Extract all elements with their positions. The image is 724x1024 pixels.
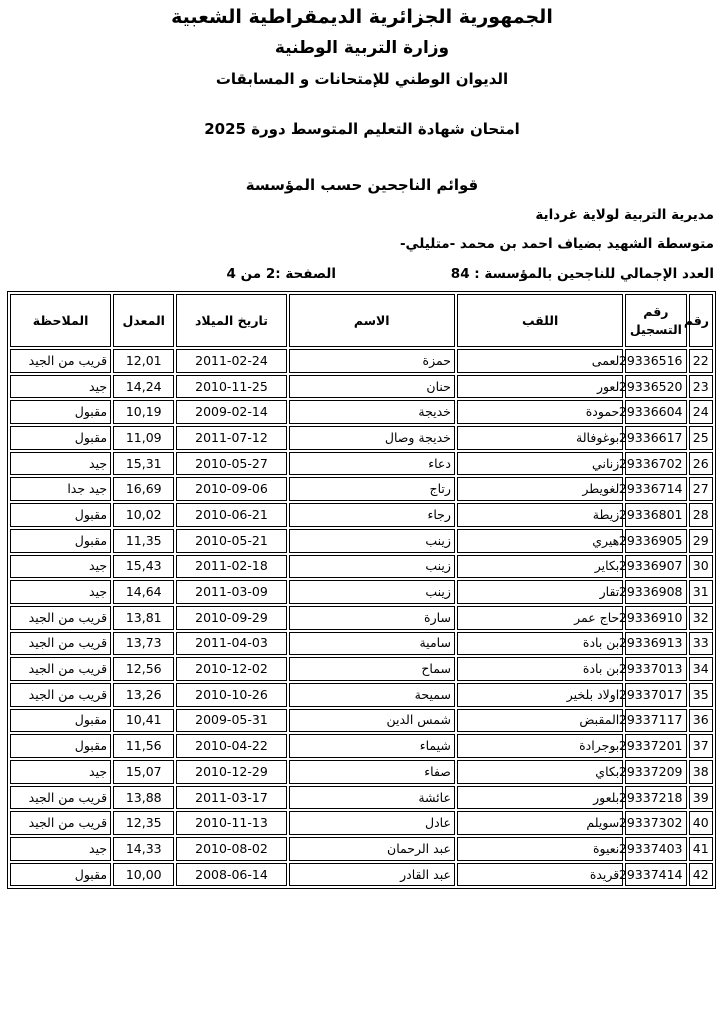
cell-note: قريب من الجيد [10,349,111,373]
cell-dob: 2010-09-06 [176,477,286,501]
cell-surname: هيري [457,529,623,553]
cell-average: 16,69 [113,477,174,501]
cell-dob: 2010-11-13 [176,811,286,835]
cell-note: جيد جدا [10,477,111,501]
cell-note: مقبول [10,426,111,450]
cell-surname: بكاي [457,760,623,784]
cell-registration: 29337201 [625,734,686,758]
cell-note: جيد [10,375,111,399]
cell-name: رجاء [289,503,455,527]
table-row [10,606,713,630]
cell-num: 35 [689,683,713,707]
cell-name: سماح [289,657,455,681]
results-table [7,291,716,889]
cell-name: شمس الدين [289,709,455,733]
col-header-registration-line2: التسجيل [629,321,682,337]
table-row [10,555,713,579]
cell-note: مقبول [10,400,111,424]
cell-note: قريب من الجيد [10,683,111,707]
cell-surname: لعور [457,375,623,399]
cell-name: سامية [289,632,455,656]
col-header-surname: اللقب [457,294,623,347]
cell-name: خديجة وصال [289,426,455,450]
cell-average: 13,81 [113,606,174,630]
cell-average: 14,33 [113,837,174,861]
col-header-dob: تاريخ الميلاد [176,294,286,347]
cell-note: قريب من الجيد [10,632,111,656]
ministry-title: وزارة التربية الوطنية [274,38,450,58]
cell-name: دعاء [289,452,455,476]
cell-average: 11,35 [113,529,174,553]
cell-name: حمزة [289,349,455,373]
cell-note: قريب من الجيد [10,657,111,681]
cell-num: 29 [689,529,713,553]
cell-note: مقبول [10,863,111,887]
cell-num: 24 [689,400,713,424]
cell-registration: 29336617 [625,426,686,450]
cell-num: 36 [689,709,713,733]
cell-dob: 2011-03-09 [176,580,286,604]
cell-average: 11,56 [113,734,174,758]
cell-name: سميحة [289,683,455,707]
lists-title: قوائم الناجحين حسب المؤسسة [245,176,479,194]
table-row [10,426,713,450]
table-row [10,760,713,784]
cell-surname: سويلم [457,811,623,835]
cell-registration: 29336905 [625,529,686,553]
table-row [10,734,713,758]
cell-registration: 29336714 [625,477,686,501]
table-row [10,683,713,707]
cell-registration: 29336801 [625,503,686,527]
cell-average: 12,56 [113,657,174,681]
cell-registration: 29336910 [625,606,686,630]
cell-num: 40 [689,811,713,835]
cell-note: قريب من الجيد [10,811,111,835]
cell-note: مقبول [10,734,111,758]
cell-dob: 2010-12-29 [176,760,286,784]
cell-note: جيد [10,580,111,604]
cell-registration: 29336520 [625,375,686,399]
cell-num: 26 [689,452,713,476]
col-header-name: الاسم [289,294,455,347]
cell-surname: لغويطر [457,477,623,501]
cell-num: 30 [689,555,713,579]
cell-note: مقبول [10,709,111,733]
cell-average: 10,02 [113,503,174,527]
cell-note: جيد [10,452,111,476]
cell-registration: 29337013 [625,657,686,681]
cell-dob: 2011-04-03 [176,632,286,656]
cell-num: 28 [689,503,713,527]
cell-name: عبد الرحمان [289,837,455,861]
cell-note: قريب من الجيد [10,786,111,810]
cell-dob: 2009-02-14 [176,400,286,424]
cell-registration: 29337209 [625,760,686,784]
cell-num: 42 [689,863,713,887]
cell-surname: قريدة [457,863,623,887]
cell-surname: اولاد بلخير [457,683,623,707]
table-header-row [10,294,713,347]
cell-name: زينب [289,580,455,604]
cell-dob: 2010-06-21 [176,503,286,527]
cell-note: قريب من الجيد [10,606,111,630]
cell-surname: بلعور [457,786,623,810]
cell-registration: 29336908 [625,580,686,604]
table-row [10,811,713,835]
cell-registration: 29336604 [625,400,686,424]
table-row [10,452,713,476]
cell-note: جيد [10,555,111,579]
cell-dob: 2009-05-31 [176,709,286,733]
cell-surname: بن بادة [457,657,623,681]
cell-name: رتاج [289,477,455,501]
cell-name: عائشة [289,786,455,810]
table-row [10,349,713,373]
school-label: متوسطة الشهيد بضياف احمد بن محمد -متليلي- [399,236,714,252]
cell-name: شيماء [289,734,455,758]
cell-num: 23 [689,375,713,399]
cell-surname: نعيوة [457,837,623,861]
cell-surname: بن بادة [457,632,623,656]
cell-surname: لعمى [457,349,623,373]
cell-num: 31 [689,580,713,604]
cell-average: 11,09 [113,426,174,450]
cell-dob: 2008-06-14 [176,863,286,887]
cell-average: 12,01 [113,349,174,373]
cell-dob: 2010-05-27 [176,452,286,476]
directorate-label: مديرية التربية لولاية غرداية [535,207,714,223]
cell-surname: تقار [457,580,623,604]
cell-dob: 2011-02-24 [176,349,286,373]
table-row [10,657,713,681]
table-row [10,786,713,810]
cell-surname: بوغوفالة [457,426,623,450]
page-indicator: الصفحة :2 من 4 [226,266,336,282]
cell-average: 13,26 [113,683,174,707]
cell-surname: حمودة [457,400,623,424]
cell-name: خديجة [289,400,455,424]
cell-average: 12,35 [113,811,174,835]
cell-dob: 2011-07-12 [176,426,286,450]
table-row [10,503,713,527]
cell-average: 13,73 [113,632,174,656]
cell-surname: المقبض [457,709,623,733]
cell-dob: 2010-04-22 [176,734,286,758]
cell-name: زينب [289,529,455,553]
cell-average: 14,64 [113,580,174,604]
cell-registration: 29337218 [625,786,686,810]
cell-name: عبد القادر [289,863,455,887]
col-header-num: رقم [689,294,713,347]
cell-registration: 29336516 [625,349,686,373]
republic-title: الجمهورية الجزائرية الديمقراطية الشعبية [171,6,553,28]
table-row [10,837,713,861]
col-header-average: المعدل [113,294,174,347]
table-row [10,477,713,501]
office-title: الديوان الوطني للإمتحانات و المسابقات [215,70,509,88]
cell-average: 10,19 [113,400,174,424]
cell-surname: زناني [457,452,623,476]
cell-dob: 2010-10-26 [176,683,286,707]
cell-average: 14,24 [113,375,174,399]
table-row [10,580,713,604]
cell-dob: 2010-08-02 [176,837,286,861]
cell-surname: زيطة [457,503,623,527]
cell-registration: 29336913 [625,632,686,656]
cell-num: 22 [689,349,713,373]
cell-average: 15,43 [113,555,174,579]
cell-note: مقبول [10,529,111,553]
cell-note: مقبول [10,503,111,527]
cell-num: 38 [689,760,713,784]
cell-name: زينب [289,555,455,579]
cell-num: 25 [689,426,713,450]
cell-num: 33 [689,632,713,656]
cell-num: 34 [689,657,713,681]
col-header-registration [625,294,686,347]
cell-num: 27 [689,477,713,501]
cell-average: 10,00 [113,863,174,887]
cell-note: جيد [10,760,111,784]
cell-dob: 2011-03-17 [176,786,286,810]
cell-name: سارة [289,606,455,630]
table-row [10,400,713,424]
cell-registration: 29337017 [625,683,686,707]
cell-num: 41 [689,837,713,861]
cell-average: 15,31 [113,452,174,476]
exam-title: امتحان شهادة التعليم المتوسط دورة 2025 [204,120,520,138]
cell-surname: بوجرادة [457,734,623,758]
col-header-note: الملاحظة [10,294,111,347]
cell-name: حنان [289,375,455,399]
table-row [10,375,713,399]
table-row [10,709,713,733]
cell-registration: 29337403 [625,837,686,861]
cell-num: 39 [689,786,713,810]
col-header-registration-line1: رقم [643,303,669,319]
cell-surname: حاج عمر [457,606,623,630]
cell-registration: 29337302 [625,811,686,835]
cell-dob: 2010-11-25 [176,375,286,399]
cell-average: 15,07 [113,760,174,784]
cell-registration: 29337414 [625,863,686,887]
cell-name: عادل [289,811,455,835]
cell-dob: 2010-09-29 [176,606,286,630]
cell-registration: 29336907 [625,555,686,579]
cell-dob: 2010-12-02 [176,657,286,681]
cell-name: صفاء [289,760,455,784]
cell-note: جيد [10,837,111,861]
cell-dob: 2011-02-18 [176,555,286,579]
cell-surname: بكاير [457,555,623,579]
cell-registration: 29336702 [625,452,686,476]
total-successful-label: العدد الإجمالي للناجحين بالمؤسسة : 84 [450,266,714,282]
cell-dob: 2010-05-21 [176,529,286,553]
cell-num: 32 [689,606,713,630]
cell-average: 13,88 [113,786,174,810]
table-row [10,529,713,553]
cell-num: 37 [689,734,713,758]
cell-registration: 29337117 [625,709,686,733]
cell-average: 10,41 [113,709,174,733]
table-row [10,863,713,887]
table-row [10,632,713,656]
